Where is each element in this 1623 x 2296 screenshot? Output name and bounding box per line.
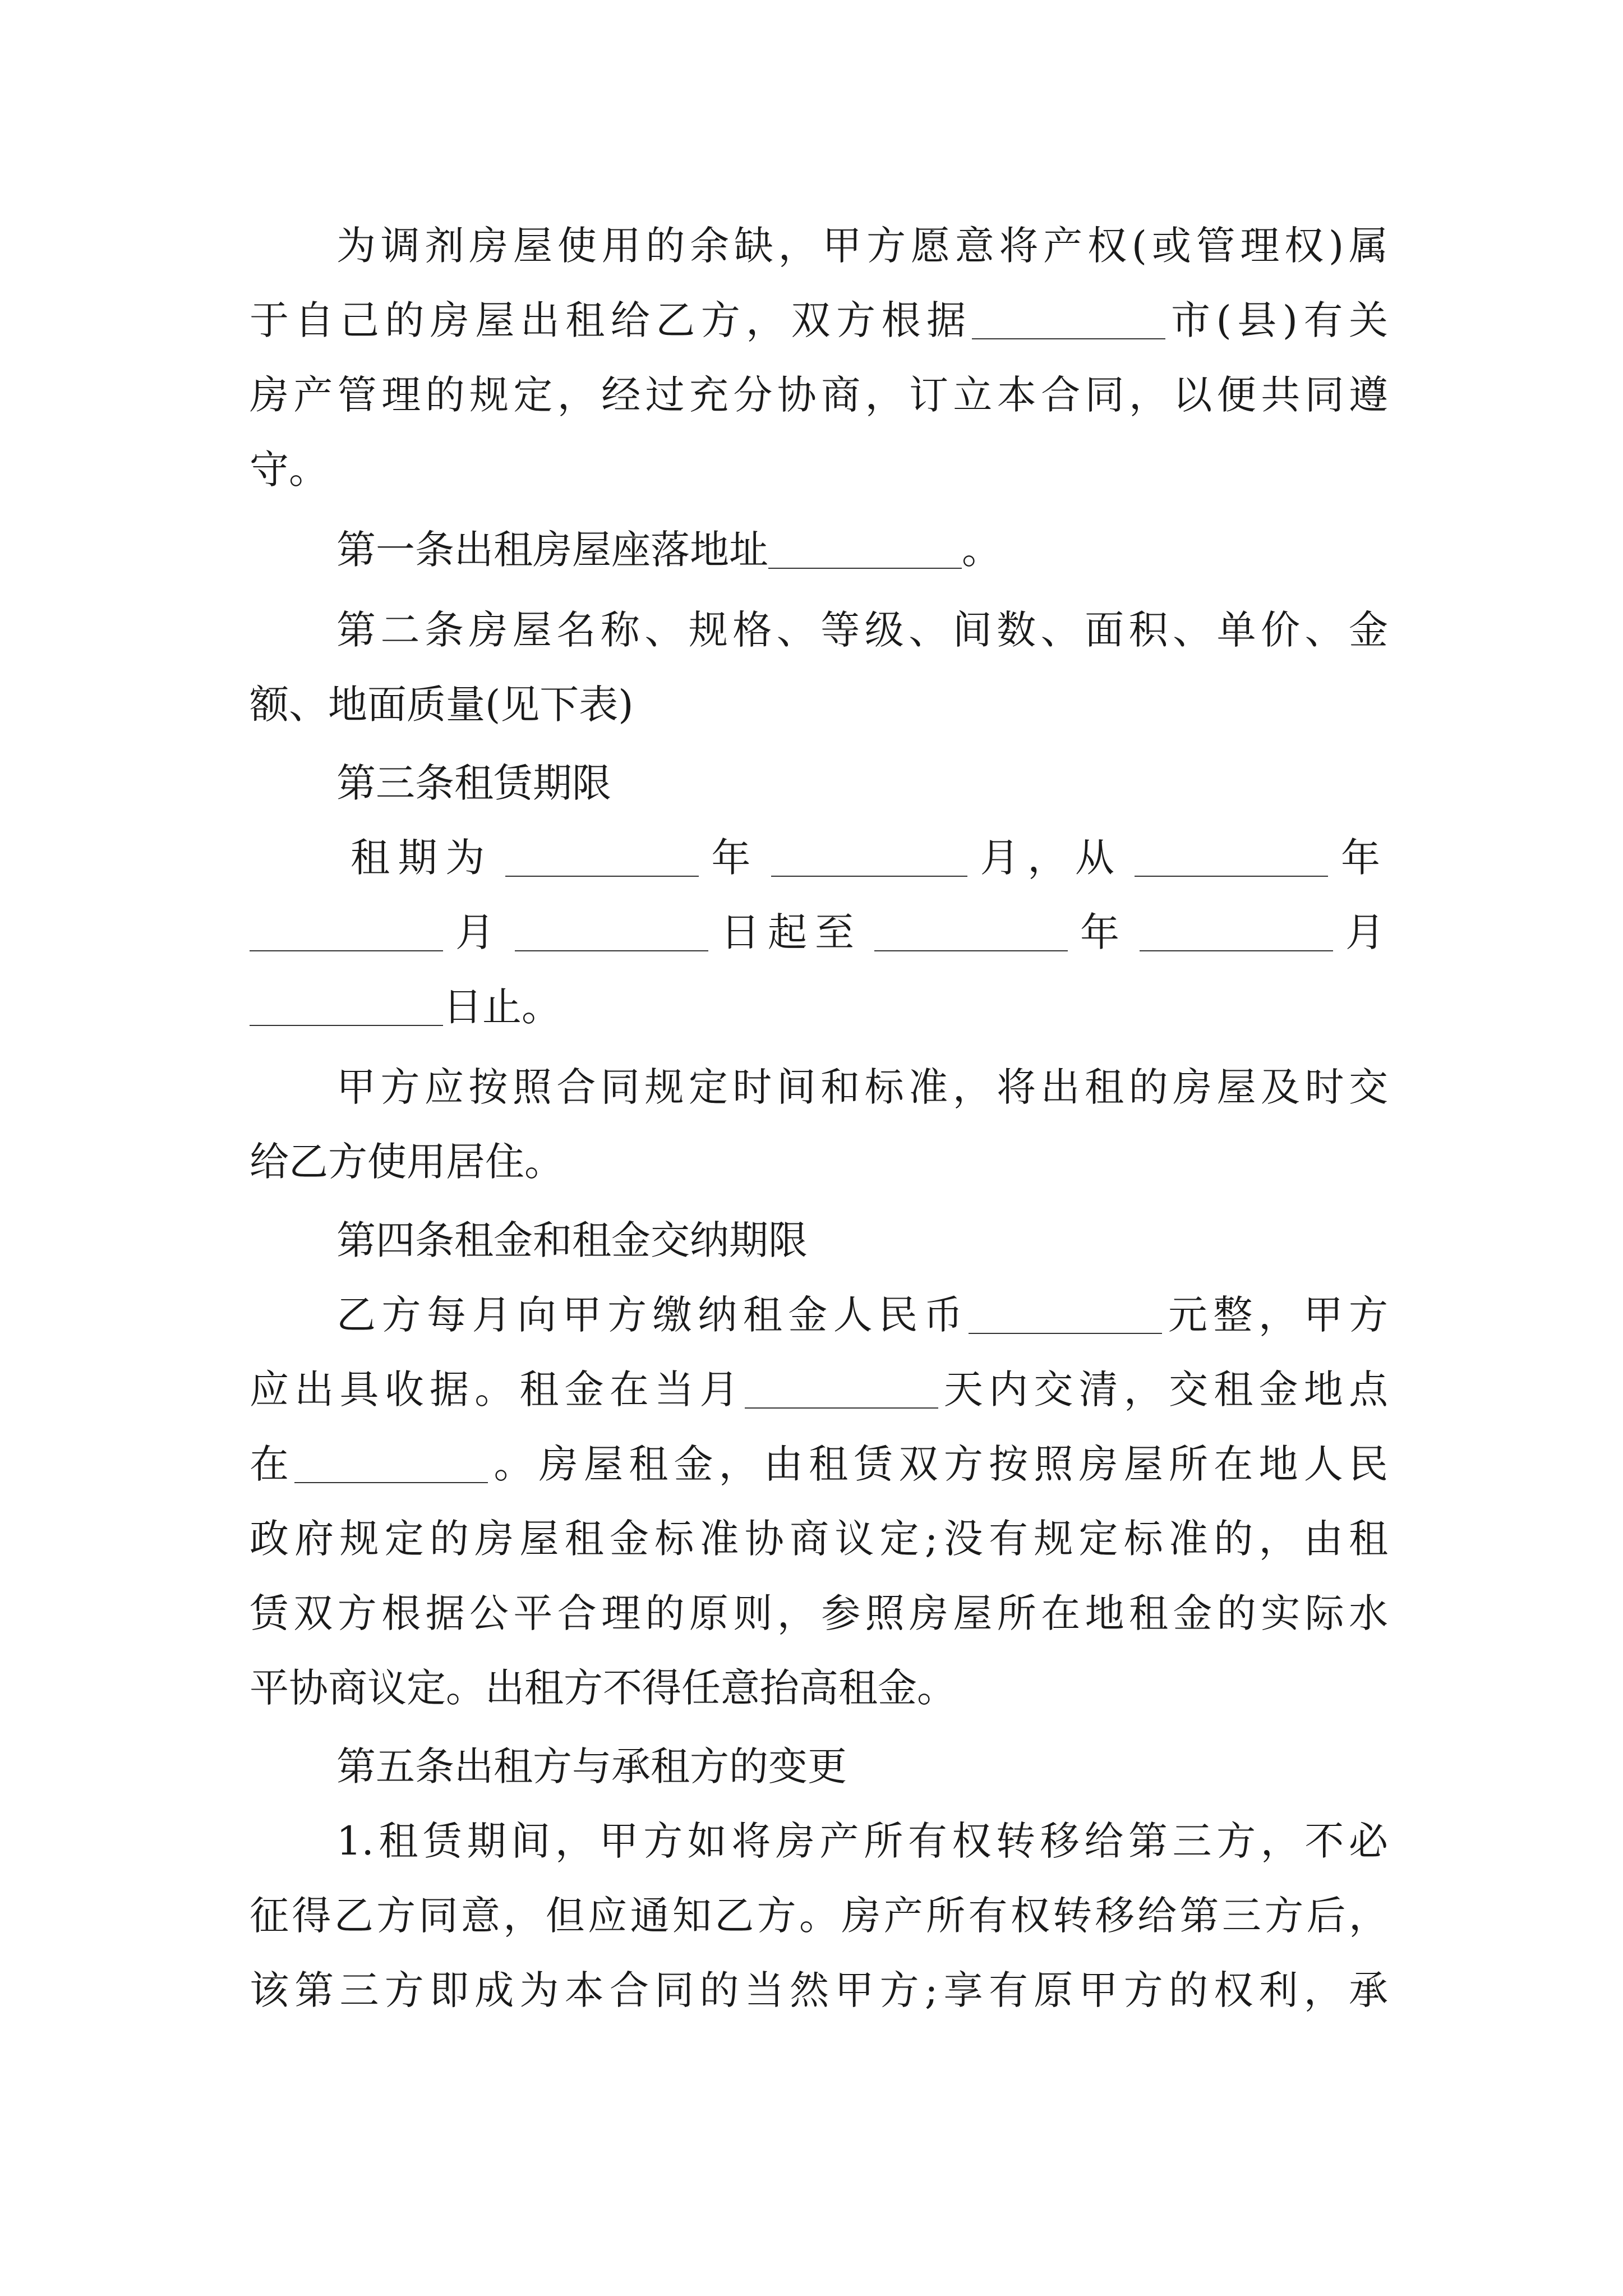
article-3-para-text-1: 甲方应按照合同规定时间和标准，将出租的房屋及时交: [336, 1064, 1388, 1110]
lease-term-line-1: [250, 821, 1388, 894]
article-4-line-3: [250, 1428, 1388, 1501]
article-4-line-1: [250, 1278, 1388, 1351]
article-2-line-2: [250, 668, 1388, 741]
lease-term-text-1b: 年: [711, 835, 759, 881]
preamble-line-3: [250, 358, 1388, 431]
article-3-title: [250, 747, 1388, 820]
article-4-title-text: 第四条租金和租金交纳期限: [336, 1217, 808, 1263]
start-month-blank[interactable]: [250, 950, 443, 951]
term-months-blank[interactable]: [771, 876, 967, 877]
article-1-text-a: 第一条出租房屋座落地址: [336, 527, 768, 573]
article-2-text-1: 第二条房屋名称、规格、等级、间数、面积、单价、金: [336, 607, 1388, 653]
lease-term-text-1c: 月，从: [980, 835, 1123, 881]
article-4-line-5: [250, 1577, 1388, 1650]
rent-amount-blank[interactable]: [969, 1333, 1162, 1334]
article-4-title: [250, 1204, 1388, 1277]
preamble-line-2: [250, 284, 1388, 357]
article-4-line-4: [250, 1502, 1388, 1575]
lease-term-text-1d: 年: [1340, 835, 1389, 881]
article-5-line-2: [250, 1879, 1388, 1952]
payment-place-blank[interactable]: [294, 1482, 488, 1483]
article-4-text-4: 政府规定的房屋租金标准协商议定;没有规定标准的，由租: [250, 1516, 1388, 1562]
article-1-text-b: 。: [962, 527, 1001, 573]
article-4-text-5: 赁双方根据公平合理的原则，参照房屋所在地租金的实际水: [250, 1590, 1388, 1636]
article-4-text-3b: 。房屋租金，由租赁双方按照房屋所在地人民: [488, 1441, 1389, 1487]
article-4-text-2a: 应出具收据。租金在当月: [250, 1366, 745, 1412]
lease-term-line-3: [250, 970, 1388, 1043]
preamble-text-2b: 市(县)有关: [1165, 297, 1388, 343]
lease-term-text-1a: 租期为: [351, 835, 493, 881]
address-blank[interactable]: [768, 568, 962, 569]
article-1-line: [250, 513, 1388, 586]
lease-term-text-2c: 年: [1080, 909, 1127, 955]
payment-days-blank[interactable]: [745, 1407, 938, 1409]
article-3-title-text: 第三条租赁期限: [336, 760, 611, 806]
article-3-para-line-1: [250, 1051, 1388, 1124]
end-day-blank[interactable]: [250, 1025, 443, 1026]
article-5-line-1: [250, 1805, 1388, 1878]
article-4-text-6: 平协商议定。出租方不得任意抬高租金。: [250, 1665, 956, 1711]
article-5-text-1: 1.租赁期间，甲方如将房产所有权转移给第三方，不必: [336, 1818, 1388, 1864]
preamble-text-4: 守。: [250, 447, 328, 493]
article-2-line-1: [250, 593, 1388, 666]
lease-term-text-3: 日止。: [443, 984, 561, 1030]
article-5-title: [250, 1730, 1388, 1803]
article-2-text-2: 额、地面质量(见下表): [250, 682, 634, 728]
lease-term-line-2: [250, 896, 1393, 969]
article-5-title-text: 第五条出租方与承租方的变更: [336, 1743, 847, 1789]
article-4-text-2b: 天内交清，交租金地点: [938, 1366, 1389, 1412]
lease-term-text-2a: 月: [455, 909, 502, 955]
end-month-blank[interactable]: [1140, 950, 1333, 951]
article-4-text-1a: 乙方每月向甲方缴纳租金人民币: [336, 1292, 969, 1338]
article-3-para-text-2: 给乙方使用居住。: [250, 1139, 564, 1185]
article-3-para-line-2: [250, 1125, 1388, 1198]
term-years-blank[interactable]: [505, 876, 699, 877]
article-5-text-2: 征得乙方同意，但应通知乙方。房产所有权转移给第三方后，: [250, 1893, 1388, 1939]
city-blank[interactable]: [972, 338, 1165, 339]
end-year-blank[interactable]: [874, 950, 1068, 951]
lease-term-text-2d: 月: [1345, 909, 1393, 955]
preamble-line-4: [250, 433, 1388, 506]
article-4-text-3a: 在: [250, 1441, 295, 1487]
preamble-text-3: 房产管理的规定，经过充分协商，订立本合同，以便共同遵: [250, 372, 1388, 418]
start-year-blank[interactable]: [1135, 876, 1328, 877]
article-4-line-6: [250, 1651, 1388, 1724]
preamble-line-1: [250, 209, 1388, 282]
article-4-text-1b: 元整，甲方: [1162, 1292, 1389, 1338]
preamble-text-2a: 于自己的房屋出租给乙方，双方根据: [250, 297, 972, 343]
start-day-blank[interactable]: [515, 950, 708, 951]
article-5-text-3: 该第三方即成为本合同的当然甲方;享有原甲方的权利，承: [250, 1967, 1388, 2013]
preamble-text-1: 为调剂房屋使用的余缺，甲方愿意将产权(或管理权)属: [336, 223, 1388, 269]
article-5-line-3: [250, 1954, 1388, 2027]
lease-term-text-2b: 日起至: [721, 909, 862, 955]
article-4-line-2: [250, 1353, 1388, 1426]
